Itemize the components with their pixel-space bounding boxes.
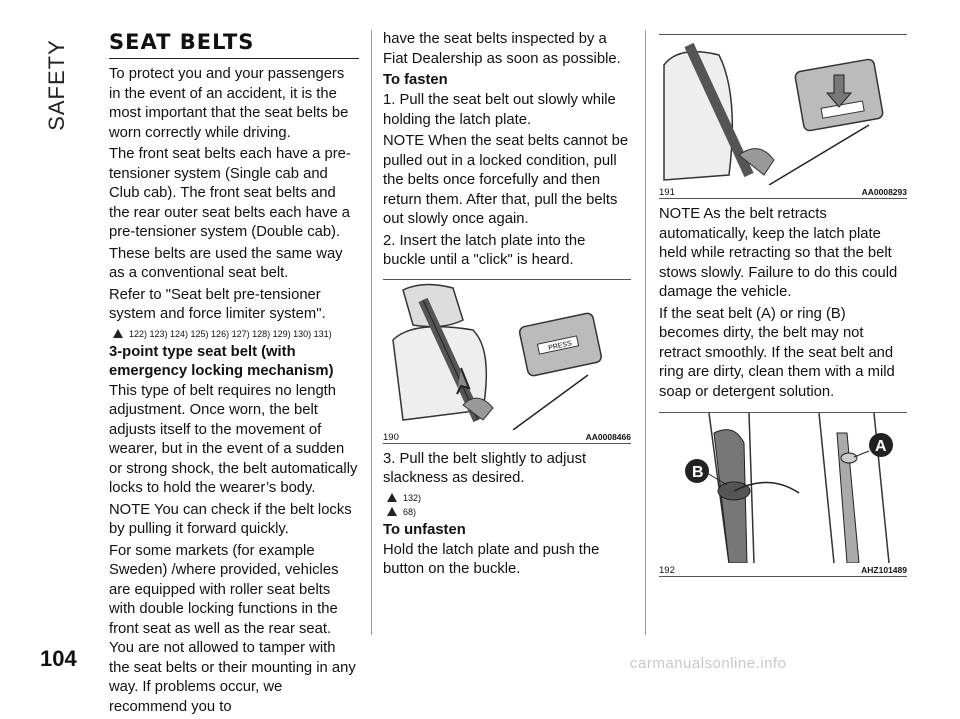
belt-and-ring-illustration (659, 413, 907, 563)
paragraph: This type of belt requires no length adjustment. Once worn, the belt adjusts itself to the movement of wearer, but in the event of a sudden or strong shock, the belt automatically locks to hold the wearer’s body. (109, 382, 358, 496)
column-3 (659, 30, 907, 583)
section-heading: To unfasten (383, 521, 466, 538)
page-number: 104 (40, 646, 77, 671)
page-title: SEAT BELTS (109, 30, 359, 59)
paragraph: 1. Pull the seat belt out slowly while holding the latch plate. (383, 92, 616, 128)
figure-caption (383, 430, 631, 443)
paragraph: To protect you and your passengers in the event of an accident, it is the most important that the seat belts be worn correctly while driving. (109, 66, 349, 141)
paragraph: have the seat belts inspected by a Fiat Dealership as soon as possible. (383, 31, 621, 67)
figure-192 (659, 412, 907, 577)
figure-code: AA0008466 (585, 431, 631, 442)
figure-caption (659, 185, 907, 198)
paragraph: NOTE As the belt retracts automatically, keep the latch plate held while retracting so that the belt stows slowly. Failure to do this could damage the vehicle. (659, 206, 898, 300)
seat-belt-fasten-illustration (383, 280, 631, 430)
paragraph: Hold the latch plate and push the button on the buckle. (383, 541, 600, 577)
column-divider (645, 30, 646, 635)
warning-reference: 132) (387, 493, 631, 503)
paragraph: NOTE You can check if the belt locks by pulling it forward quickly. (109, 501, 352, 537)
figure-number: 190 (383, 431, 399, 443)
figure-number: 191 (659, 187, 675, 198)
caution-icon (387, 507, 397, 516)
column-1 (109, 30, 359, 719)
warning-icon (113, 329, 123, 338)
paragraph: If the seat belt (A) or ring (B) becomes dirty, the belt may not retract smoothly. If the seat belt and ring are dirty, clean them with a mild soap or detergent solution. (659, 305, 895, 400)
warning-icon (387, 493, 397, 502)
paragraph: For some markets (for example Sweden) /where provided, vehicles are equipped with roller seat belts with double locking functions in the front seat as well as the rear seat. You are not allowed to tamper with the seat belts or their mounting in any way. If problems occur, we recommend you to (109, 542, 356, 715)
paragraph: 2. Insert the latch plate into the buckle until a "click" is heard. (383, 232, 586, 268)
caution-reference: 68) (387, 507, 631, 517)
label-b: B (692, 464, 704, 481)
section-side-label: SAFETY (44, 39, 69, 131)
section-heading: To fasten (383, 72, 448, 88)
warning-references: 122) 123) 124) 125) 126) 127) 128) 129) 130) 131) (113, 329, 359, 339)
figure-code: AA0008293 (861, 187, 907, 197)
column-divider (371, 30, 372, 635)
figure-190 (383, 279, 631, 444)
paragraph: 3. Pull the belt slightly to adjust slackness as desired. (383, 450, 587, 486)
figure-191 (659, 34, 907, 199)
paragraph: These belts are used the same way as a conventional seat belt. (109, 245, 343, 281)
figure-caption (659, 563, 907, 576)
seat-belt-retract-illustration (659, 35, 907, 185)
paragraph: NOTE When the seat belts cannot be pulled out in a locked condition, pull the belts once forcefully and then return them. After that, pull the belts out slowly once again. (383, 133, 629, 227)
paragraph: The front seat belts each have a pre-tensioner system (Single cab and Club cab). The front seat belts and the rear outer seat belts each have a pre-tensioner system (Double cab). (109, 146, 351, 240)
press-label: PRESS (547, 339, 573, 352)
watermark: carmanualsonline.info (630, 655, 787, 672)
figure-number: 192 (659, 565, 675, 576)
section-heading: 3-point type seat belt (with emergency locking mechanism) (109, 343, 334, 379)
figure-code: AHZ101489 (861, 565, 907, 575)
column-2 (383, 30, 631, 582)
label-a: A (875, 438, 887, 455)
paragraph: Refer to "Seat belt pre-tensioner system and force limiter system". (109, 286, 326, 322)
